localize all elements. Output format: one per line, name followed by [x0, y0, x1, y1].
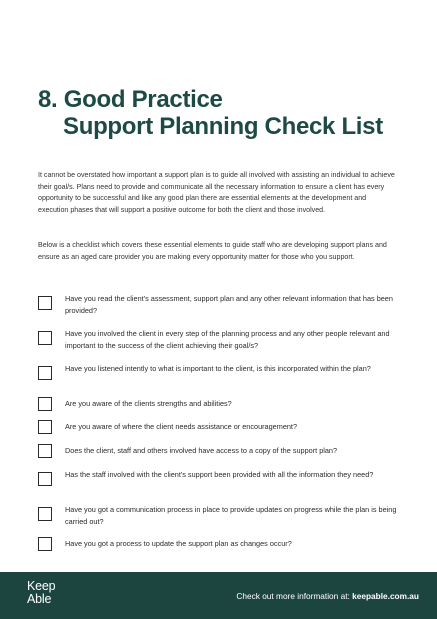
- checklist-question: Have you got a communication process in place to provide updates on progress while the plan is being carried out?: [65, 505, 397, 526]
- checklist-question: Are you aware of where the client needs assistance or encouragement?: [65, 422, 298, 431]
- page-title: [38, 86, 418, 140]
- title-line-1: 8. Good Practice: [38, 86, 223, 113]
- checkbox[interactable]: [38, 507, 52, 521]
- intro-paragraph-1: It cannot be overstated how important a support plan is to guide all involved with assisting an individual to achieve their goal/s. Plans need to provide and communicate all the necessary information to ensure a client has every opportunity to be successful and like any good plan there are essential elements at the development and execution phases that will support a positive outcome for both the client and those involved.: [38, 171, 395, 214]
- checkbox[interactable]: [38, 366, 52, 380]
- checkbox[interactable]: [38, 397, 52, 411]
- title-line-2: Support Planning Check List: [63, 113, 383, 140]
- checkbox[interactable]: [38, 444, 52, 458]
- checklist-question: Have you read the client's assessment, support plan and any other relevant information that has been provided?: [65, 294, 393, 315]
- checklist-question: Have you involved the client in every step of the planning process and any other people relevant and important to the success of the client achieving their goal/s?: [65, 329, 390, 350]
- checkbox[interactable]: [38, 296, 52, 310]
- checklist-question: Has the staff involved with the client's support been provided with all the information they need?: [65, 470, 374, 479]
- checkbox[interactable]: [38, 331, 52, 345]
- checklist-question: Have you got a process to update the support plan as changes occur?: [65, 539, 292, 548]
- checklist-question: Have you listened intently to what is important to the client, is this incorporated within the plan?: [65, 364, 371, 373]
- checkbox[interactable]: [38, 420, 52, 434]
- cta-text: Check out more information at:: [236, 591, 353, 601]
- checklist-question: Are you aware of the clients strengths and abilities?: [65, 399, 232, 408]
- checkbox[interactable]: [38, 537, 52, 551]
- logo-line-2: Able: [27, 592, 52, 606]
- checkbox[interactable]: [38, 472, 52, 486]
- footer-cta: [236, 591, 419, 601]
- checklist-question: Does the client, staff and others involved have access to a copy of the support plan?: [65, 446, 338, 455]
- footer-bar: [0, 572, 437, 619]
- keepable-logo: [27, 580, 55, 606]
- website-link[interactable]: keepable.com.au: [352, 591, 419, 601]
- intro-paragraph-2: Below is a checklist which covers these essential elements to guide staff who are developing support plans and ensure as an aged care provider you are making every opportunity matter for those who you support.: [38, 241, 387, 261]
- logo-line-1: Keep: [27, 579, 56, 593]
